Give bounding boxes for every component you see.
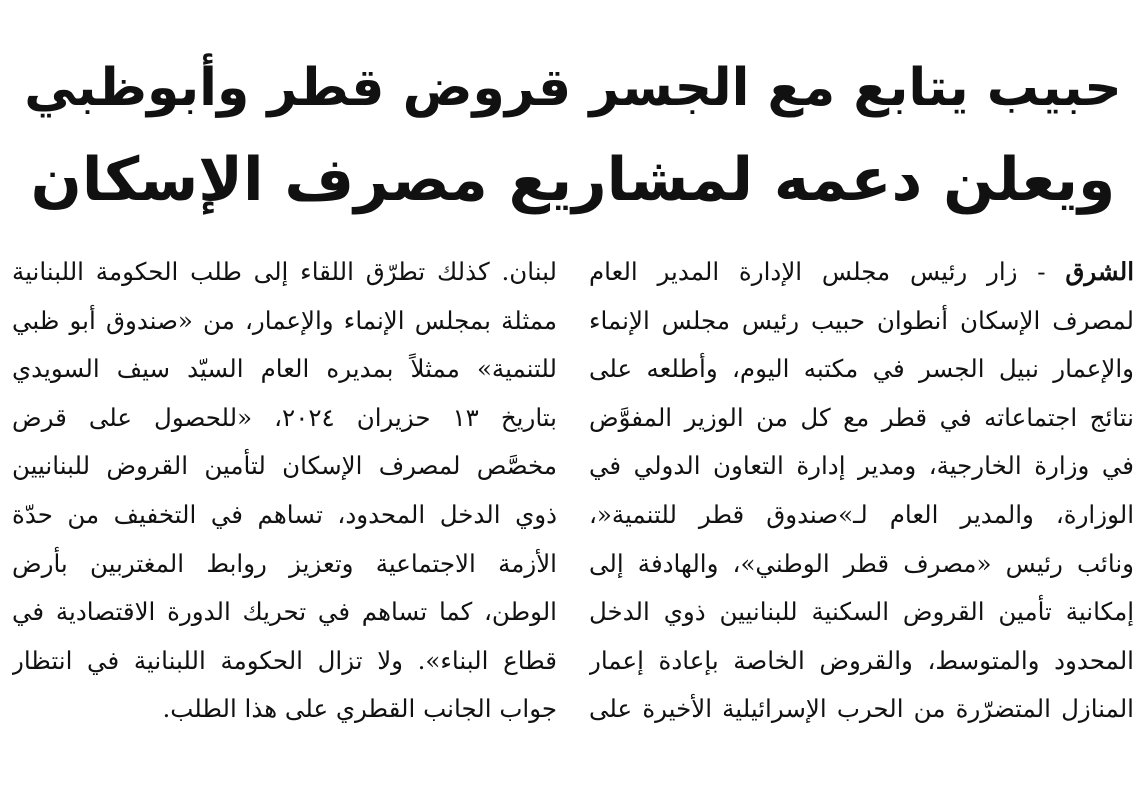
- body-line-last: جواب الجانب القطري على هذا الطلب.: [162, 694, 557, 724]
- body-line: والإعمار نبيل الجسر في مكتبه اليوم، وأطلعه على: [589, 354, 1134, 384]
- body-line: نتائج اجتماعاته في قطر مع كل من الوزير المفوَّض: [589, 402, 1134, 432]
- body-column-right: [589, 248, 1134, 768]
- body-paragraph-left: [12, 248, 557, 734]
- headline-line-2: ويعلن دعمه لمشاريع مصرف الإسكان: [30, 145, 1116, 215]
- body-line: قطاع البناء». ولا تزال الحكومة اللبنانية في انتظار: [12, 645, 557, 675]
- body-line: إمكانية تأمين القروض السكنية للبنانيين ذوي الدخل: [589, 597, 1134, 627]
- body-line: الأزمة الاجتماعية وتعزيز روابط المغتربين بأرض: [12, 548, 557, 578]
- body-line: [589, 248, 1134, 297]
- dateline-source: الشرق: [1065, 257, 1134, 286]
- body-line: لمصرف الإسكان أنطوان حبيب رئيس مجلس الإنماء: [589, 305, 1134, 335]
- body-line: ممثلة بمجلس الإنماء والإعمار، من «صندوق أبو ظبي: [12, 305, 557, 335]
- article-headline: [10, 42, 1136, 242]
- body-line: مخصَّص لمصرف الإسكان لتأمين القروض للبنانيين: [12, 451, 557, 481]
- body-line: الوزارة، والمدير العام لـ»صندوق قطر للتنمية«،: [589, 499, 1134, 529]
- body-line: للتنمية» ممثلاً بمديره العام السيّد سيف السويدي: [12, 354, 557, 384]
- headline-line-1: حبيب يتابع مع الجسر قروض قطر وأبوظبي: [24, 58, 1122, 118]
- body-line: لبنان. كذلك تطرّق اللقاء إلى طلب الحكومة اللبنانية: [12, 257, 557, 286]
- body-paragraph-right: [589, 248, 1134, 734]
- body-line: المنازل المتضرّرة من الحرب الإسرائيلية الأخيرة على: [589, 694, 1134, 724]
- body-line: ذوي الدخل المحدود، تساهم في التخفيف من حدّة: [12, 499, 557, 529]
- body-line-text: - زار رئيس مجلس الإدارة المدير العام: [589, 257, 1066, 286]
- body-line: في وزارة الخارجية، ومدير إدارة التعاون الدولي في: [589, 451, 1134, 481]
- body-line: المحدود والمتوسط، والقروض الخاصة بإعادة إعمار: [589, 645, 1134, 675]
- body-column-left: [12, 248, 557, 768]
- body-line: بتاريخ ١٣ حزيران ٢٠٢٤، «للحصول على قرض: [12, 402, 557, 432]
- body-line: ونائب رئيس «مصرف قطر الوطني»، والهادفة إلى: [589, 548, 1134, 578]
- body-line: الوطن، كما تساهم في تحريك الدورة الاقتصادية في: [12, 597, 557, 627]
